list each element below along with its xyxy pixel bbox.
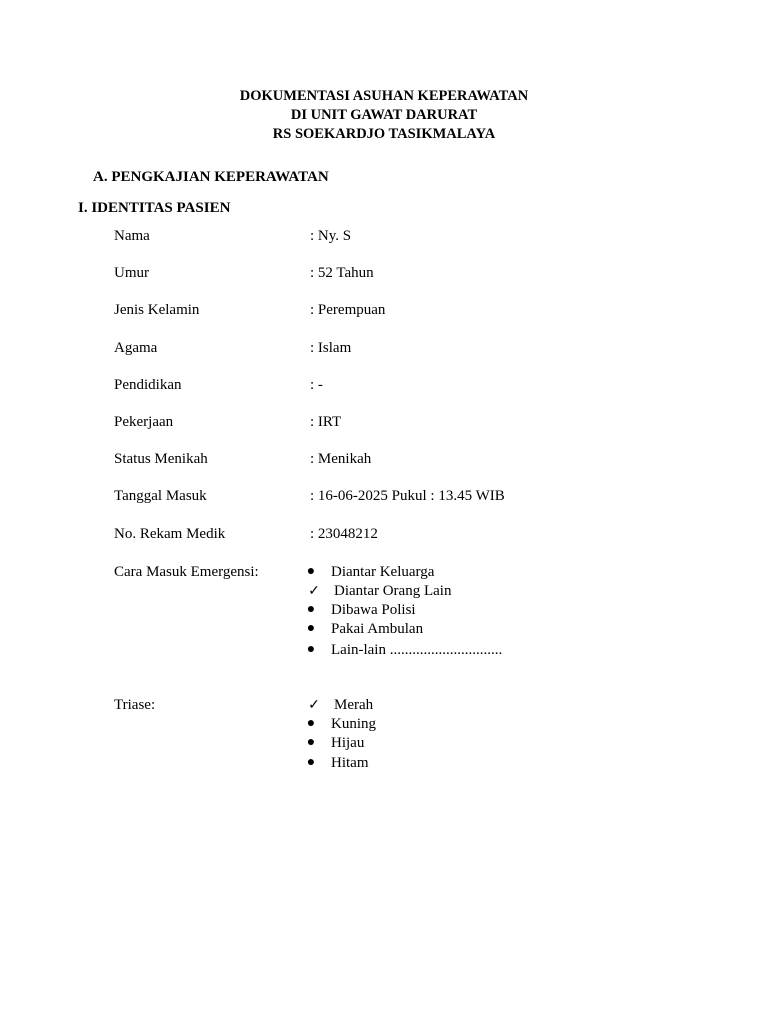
- document-title: [0, 87, 768, 144]
- identity-label: No. Rekam Medik: [114, 526, 226, 542]
- identity-value: : 52 Tahun: [310, 265, 374, 281]
- option-label: Merah: [334, 697, 374, 713]
- title-line-1: DOKUMENTASI ASUHAN KEPERAWATAN: [239, 88, 529, 104]
- section-i-heading: I. IDENTITAS PASIEN: [78, 200, 231, 216]
- cara-masuk-option: [0, 621, 768, 640]
- identity-value: : 16-06-2025 Pukul : 13.45 WIB: [310, 488, 505, 504]
- identity-row: [0, 414, 768, 434]
- triase-label: Triase:: [114, 697, 156, 713]
- option-label: Hijau: [331, 735, 365, 751]
- identity-value: : Perempuan: [310, 302, 386, 318]
- identity-row: [0, 488, 768, 508]
- section-a-heading: A. PENGKAJIAN KEPERAWATAN: [93, 169, 329, 185]
- identity-value: : IRT: [310, 414, 342, 430]
- option-label: Kuning: [331, 716, 376, 732]
- identity-label: Pendidikan: [114, 377, 182, 393]
- identity-value: : Ny. S: [310, 228, 352, 244]
- cara-masuk-option: [0, 564, 768, 583]
- bullet-icon: ●: [306, 642, 316, 657]
- identity-row: [0, 377, 768, 397]
- option-label: Dibawa Polisi: [331, 602, 416, 618]
- option-label: Diantar Orang Lain: [334, 583, 452, 599]
- triase-option: [0, 697, 768, 716]
- identity-label: Status Menikah: [114, 451, 208, 467]
- bullet-icon: ●: [306, 564, 316, 579]
- identity-row: [0, 451, 768, 471]
- identity-row: [0, 340, 768, 360]
- title-line-3: RS SOEKARDJO TASIKMALAYA: [272, 126, 496, 142]
- identity-row: [0, 228, 768, 248]
- identity-row: [0, 302, 768, 322]
- option-label: Hitam: [331, 755, 369, 771]
- identity-label: Jenis Kelamin: [114, 302, 200, 318]
- option-label: Pakai Ambulan: [331, 621, 424, 637]
- triase-option: [0, 735, 768, 754]
- identity-label: Pekerjaan: [114, 414, 174, 430]
- identity-label: Nama: [114, 228, 150, 244]
- triase-option: [0, 716, 768, 735]
- identity-value: : Islam: [310, 340, 352, 356]
- identity-label: Umur: [114, 265, 149, 281]
- bullet-icon: ●: [306, 602, 316, 617]
- option-label: Diantar Keluarga: [331, 564, 435, 580]
- identity-label: Tanggal Masuk: [114, 488, 207, 504]
- cara-masuk-label: Cara Masuk Emergensi:: [114, 564, 259, 580]
- checkmark-icon: ✓: [308, 584, 320, 599]
- cara-masuk-option: [0, 642, 768, 661]
- cara-masuk-option: [0, 602, 768, 621]
- triase-option: [0, 755, 768, 774]
- title-line-2: DI UNIT GAWAT DARURAT: [290, 107, 478, 123]
- bullet-icon: ●: [306, 755, 316, 770]
- checkmark-icon: ✓: [308, 698, 320, 713]
- identity-value: : -: [310, 377, 323, 393]
- identity-value: : 23048212: [310, 526, 378, 542]
- bullet-icon: ●: [306, 621, 316, 636]
- bullet-icon: ●: [306, 735, 316, 750]
- identity-row: [0, 526, 768, 546]
- identity-label: Agama: [114, 340, 158, 356]
- option-label: Lain-lain ..............................: [331, 642, 503, 658]
- bullet-icon: ●: [306, 716, 316, 731]
- identity-value: : Menikah: [310, 451, 372, 467]
- cara-masuk-option: [0, 583, 768, 602]
- identity-row: [0, 265, 768, 285]
